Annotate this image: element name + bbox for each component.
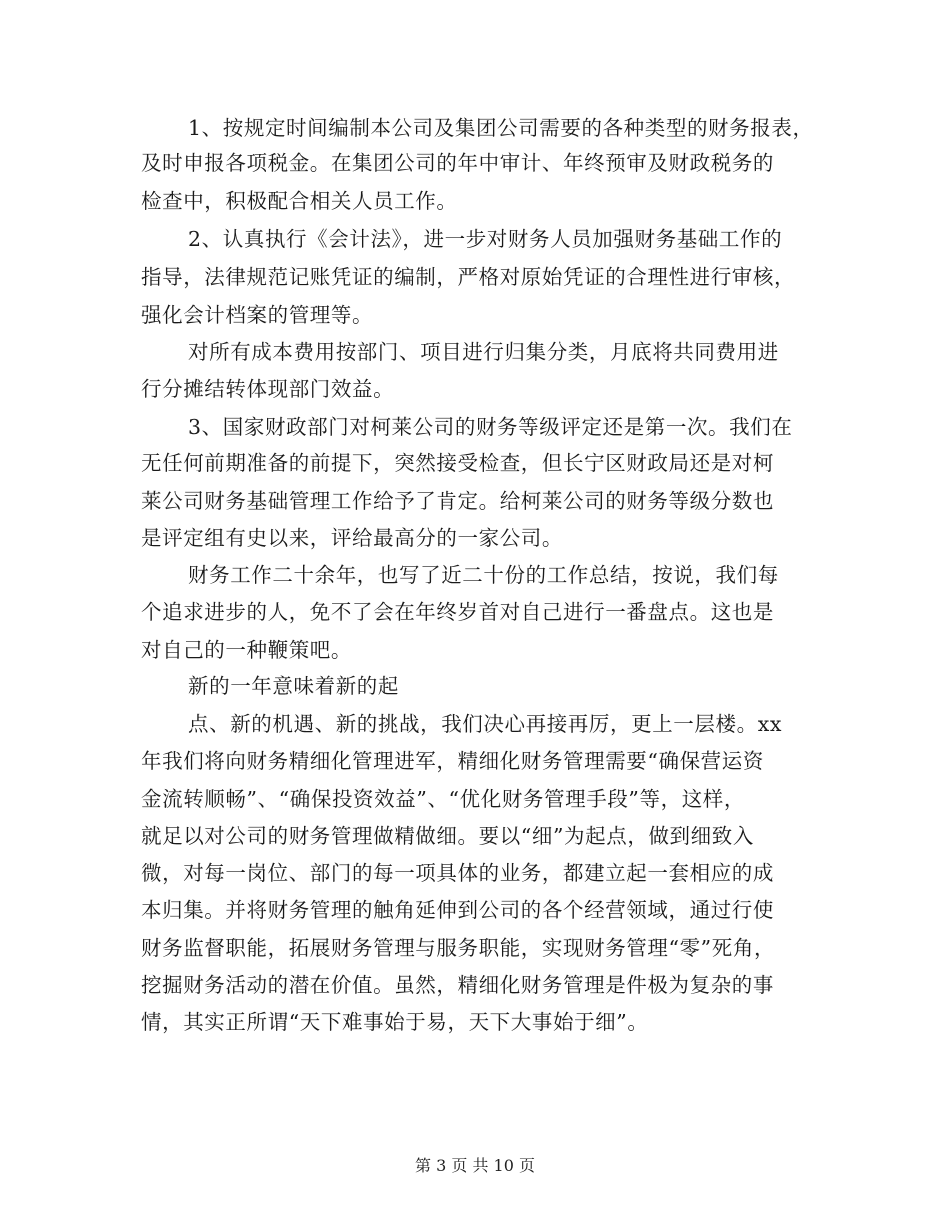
text-line: 新的一年意味着新的起	[188, 674, 399, 698]
text-line: 点、新的机遇、新的挑战，我们决心再接再厉，更上一层楼。xx	[188, 712, 783, 736]
text-line: 检查中，积极配合相关人员工作。	[141, 189, 458, 213]
text-line: 1、按规定时间编制本公司及集团公司需要的各种类型的财务报表，	[188, 116, 814, 140]
text-line: 挖掘财务活动的潜在价值。虽然，精细化财务管理是件极为复杂的事	[141, 973, 774, 997]
text-line: 金流转顺畅”、“确保投资效益”、“优化财务管理手段”等，这样，	[141, 787, 745, 811]
text-line: 3、国家财政部门对柯莱公司的财务等级评定还是第一次。我们在	[188, 415, 793, 439]
page-number-footer: 第 3 页 共 10 页	[415, 1156, 535, 1175]
text-line: 情，其实正所谓“天下难事始于易，天下大事始于细”。	[141, 1010, 649, 1034]
text-line: 2、认真执行《会计法》，进一步对财务人员加强财务基础工作的	[188, 227, 783, 251]
text-line: 及时申报各项税金。在集团公司的年中审计、年终预审及财政税务的	[141, 151, 774, 175]
text-line: 行分摊结转体现部门效益。	[141, 377, 395, 401]
text-line: 对所有成本费用按部门、项目进行归集分类，月底将共同费用进	[188, 340, 779, 364]
text-line: 年我们将向财务精细化管理进军，精细化财务管理需要“确保营运资	[141, 749, 764, 773]
text-line: 强化会计档案的管理等。	[141, 303, 374, 327]
text-line: 莱公司财务基础管理工作给予了肯定。给柯莱公司的财务等级分数也	[141, 489, 774, 513]
text-line: 个追求进步的人，免不了会在年终岁首对自己进行一番盘点。这也是	[141, 600, 774, 624]
text-line: 对自己的一种鞭策吧。	[141, 638, 352, 662]
text-line: 是评定组有史以来，评给最高分的一家公司。	[141, 526, 563, 550]
text-line: 无任何前期准备的前提下，突然接受检查，但长宁区财政局还是对柯	[141, 451, 774, 475]
text-line: 本归集。并将财务管理的触角延伸到公司的各个经营领域，通过行使	[141, 898, 774, 922]
text-line: 就足以对公司的财务管理做精做细。要以“细”为起点，做到细致入	[141, 824, 754, 848]
text-line: 财务监督职能，拓展财务管理与服务职能，实现财务管理“零”死角，	[141, 936, 776, 960]
text-line: 指导，法律规范记账凭证的编制，严格对原始凭证的合理性进行审核，	[141, 265, 796, 289]
text-line: 微，对每一岗位、部门的每一项具体的业务，都建立起一套相应的成	[141, 861, 774, 885]
text-line: 财务工作二十余年，也写了近二十份的工作总结，按说，我们每	[188, 563, 779, 587]
